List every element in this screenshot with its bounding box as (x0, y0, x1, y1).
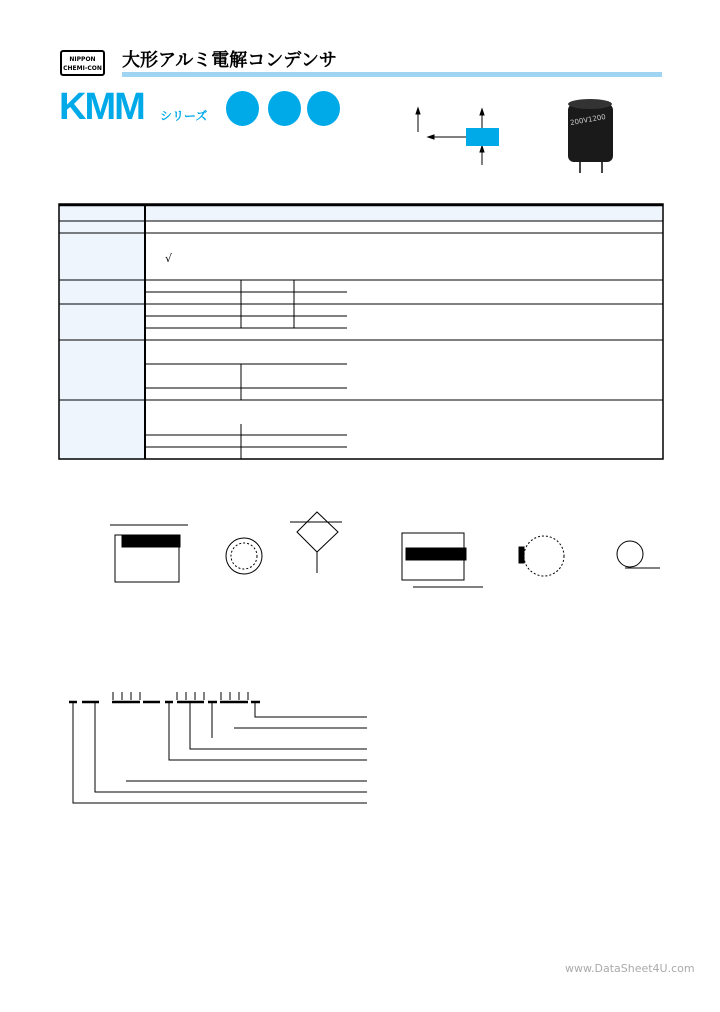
page-title: 大形アルミ電解コンデンサ (122, 50, 337, 71)
series-suffix: シリーズ (160, 109, 208, 123)
spec-table (59, 204, 663, 459)
sqrt-symbol: √ (165, 252, 173, 265)
capacitor-photo (568, 99, 613, 173)
part-number-diagram (69, 692, 367, 803)
logo-text-2: CHEMI-CON (63, 65, 102, 72)
photo-marking: 200V1200 (569, 112, 607, 128)
dimension-drawings (110, 512, 660, 587)
series-name: KMM (59, 86, 144, 128)
series-relation-diagram (416, 108, 499, 165)
logo-text-1: NIPPON (69, 56, 96, 63)
watermark: www.DataSheet4U.com (565, 962, 695, 975)
